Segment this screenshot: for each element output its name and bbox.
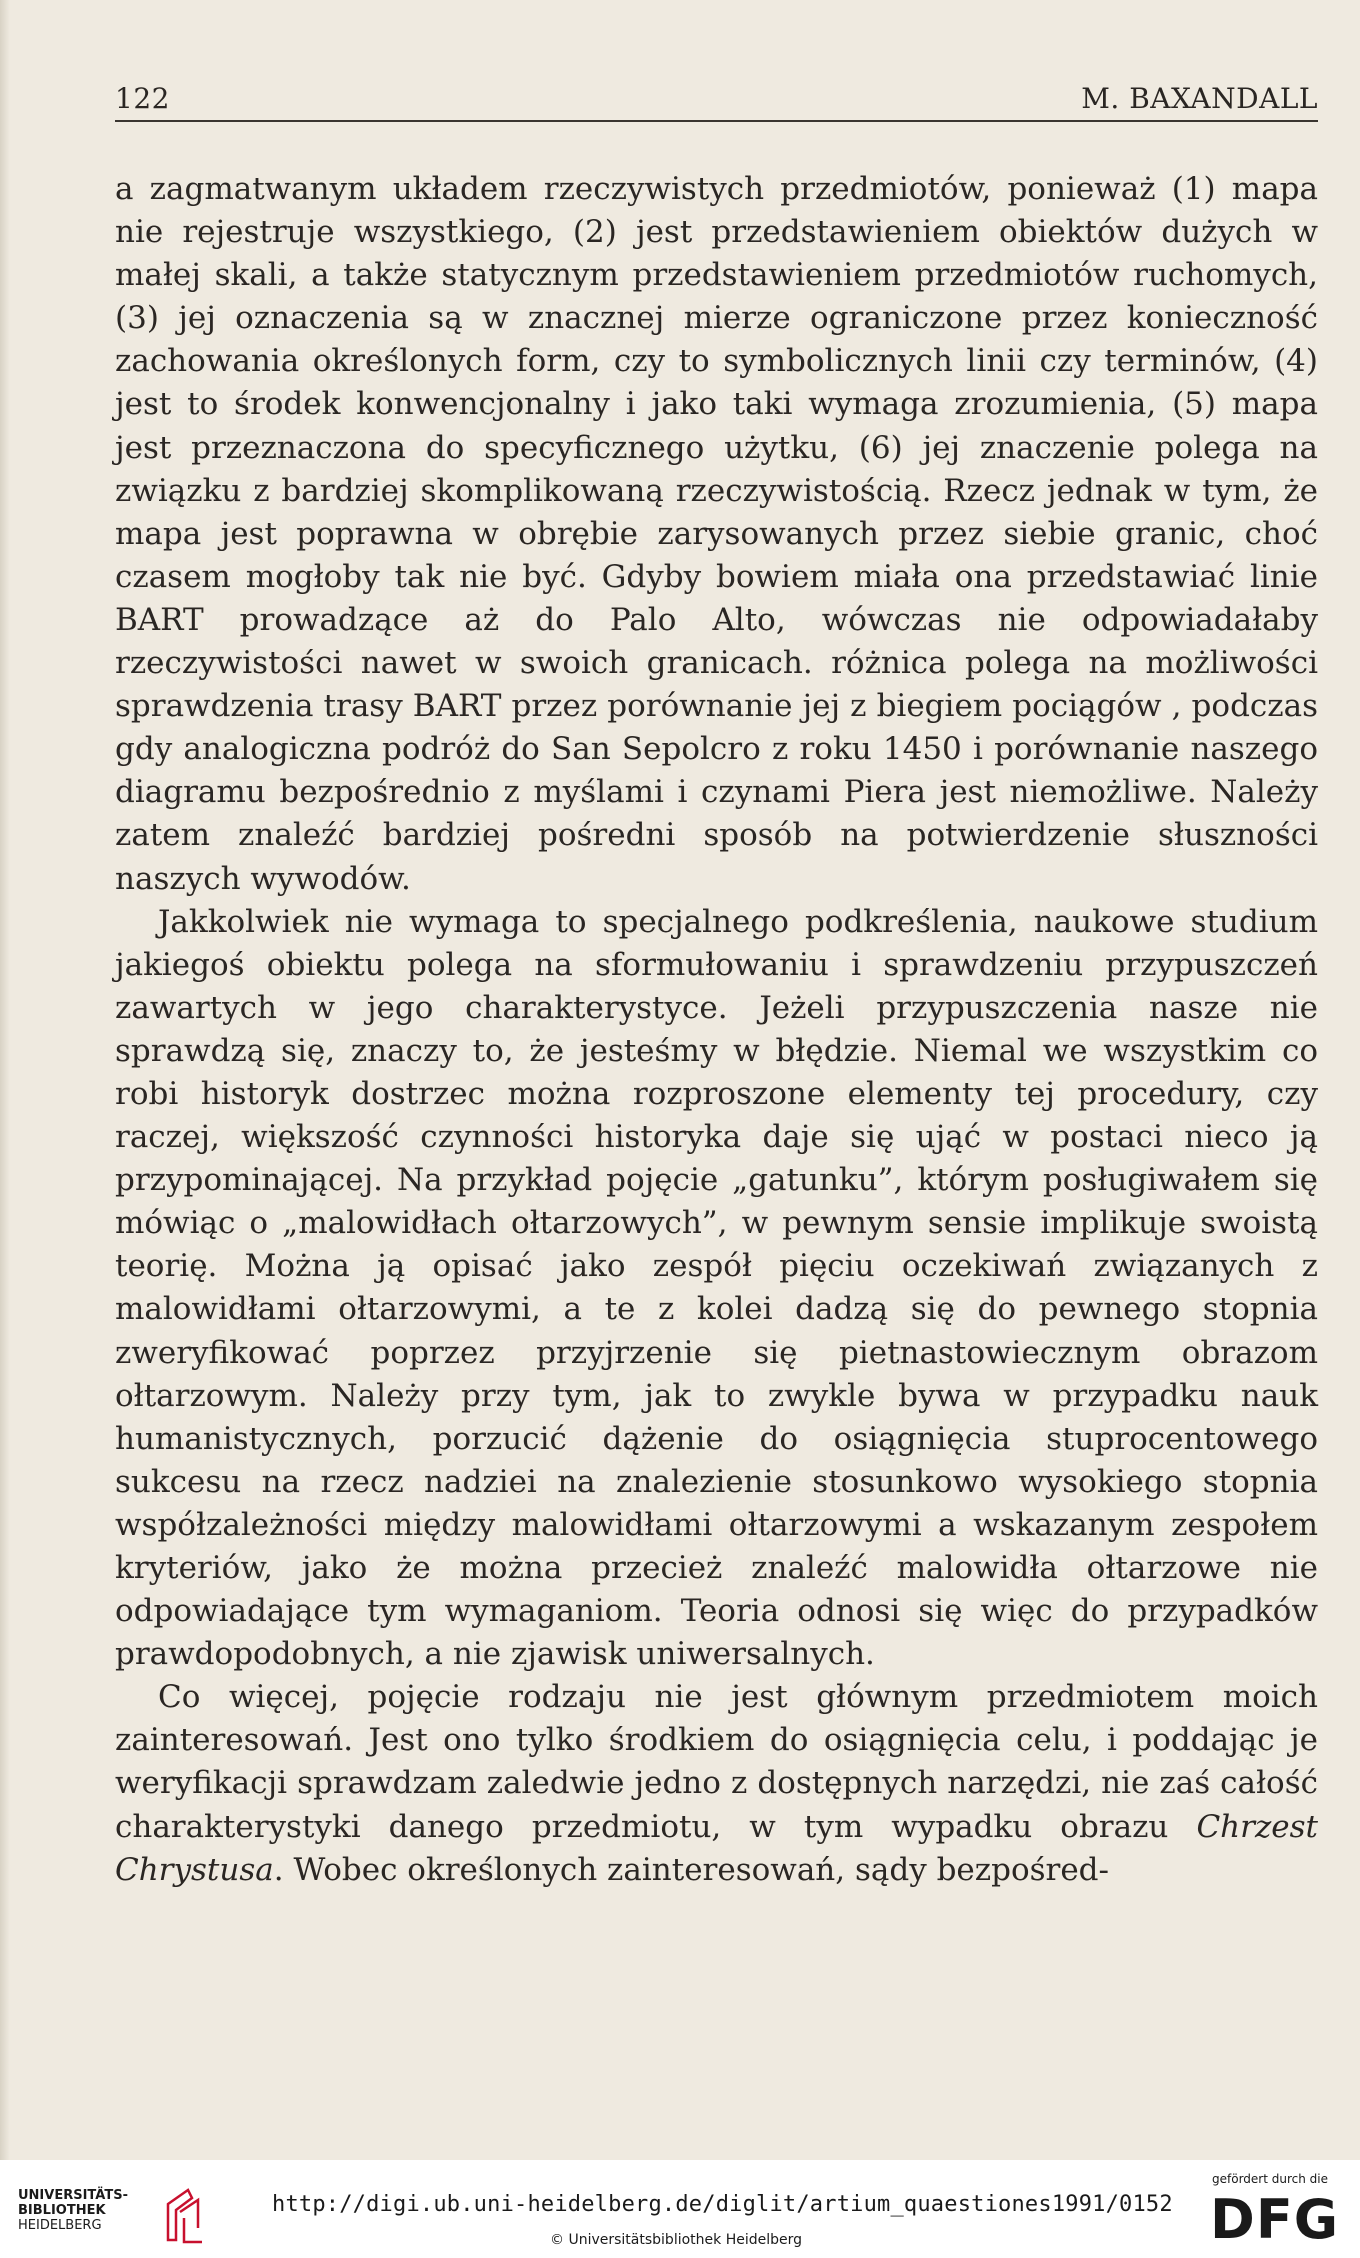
funding-note: gefördert durch die: [1212, 2172, 1328, 2186]
body-text: [115, 168, 1318, 1892]
digitization-footer: [0, 2160, 1360, 2258]
library-name-line1: UNIVERSITÄTS-: [18, 2188, 128, 2203]
paragraph-2: Jakkolwiek nie wymaga to specjalnego podkreślenia, naukowe studium jakiegoś obiektu polega na sformułowaniu i sprawdzeniu przypuszczeń zawartych w jego charakterystyce. Jeżeli przypuszczenia nasze nie sprawdzą się, znaczy to, że jesteśmy w błędzie. Niemal we wszystkim co robi historyk dostrzec można rozproszone elementy tej procedury, czy raczej, większość czynności historyka daje się ująć w postaci nieco ją przypominającej. Na przykład pojęcie „gatunku”, którym posługiwałem się mówiąc o „malowidłach ołtarzowych”, w pewnym sensie implikuje swoistą teorię. Można ją opisać jako zespół pięciu oczekiwań związanych z malowidłami ołtarzowymi, a te z kolei dadzą się do pewnego stopnia zweryfikować poprzez przyjrzenie się pietnastowiecznym obrazom ołtarzowym. Należy przy tym, jak to zwykle bywa w przypadku nauk humanistycznych, porzucić dążenie do osiągnięcia stuprocentowego sukcesu na rzecz nadziei na znalezienie stosunkowo wysokiego stopnia współzależności między malowidłami ołtarzowymi a wskazanym zespołem kryteriów, jako że można przecież znaleźć malowidła ołtarzowe nie odpowiadające tym wymaganiom. Teoria odnosi się więc do przypadków prawdopodobnych, a nie zjawisk uniwersalnych.: [115, 903, 1318, 1673]
scan-edge-shadow: [0, 0, 10, 2160]
header-rule: [115, 120, 1318, 122]
library-name-line2: BIBLIOTHEK: [18, 2203, 106, 2218]
running-head-author: M. BAXANDALL: [1081, 82, 1318, 115]
page-number: 122: [115, 82, 170, 115]
artwork-title: Chrzest Chrystusa: [115, 1808, 1318, 1888]
paragraph-3-text: Co więcej, pojęcie rodzaju nie jest głównym przedmiotem moich zainteresowań. Jest ono tylko środkiem do osiągnięcia celu, i poddając je weryfikacji sprawdzam zaledwie jedno z dostępnych narzędzi, nie zaś całość charakterystyki danego przedmiotu, w tym wypadku obrazu: [115, 1679, 1318, 1845]
permalink[interactable]: http://digi.ub.uni-heidelberg.de/diglit/artium_quaestiones1991/0152: [272, 2192, 1173, 2217]
library-logo[interactable]: [18, 2188, 198, 2248]
paragraph-1: a zagmatwanym układem rzeczywistych przedmiotów, ponieważ (1) mapa nie rejestruje wszystkiego, (2) jest przedstawieniem obiektów dużych w małej skali, a także statycznym przedstawieniem przedmiotów ruchomych, (3) jej oznaczenia są w znacznej mierze ograniczone przez konieczność zachowania określonych form, czy to symbolicznych linii czy terminów, (4) jest to środek konwencjonalny i jako taki wymaga zrozumienia, (5) mapa jest przeznaczona do specyficznego użytku, (6) jej znaczenie polega na związku z bardziej skomplikowaną rzeczywistością. Rzecz jednak w tym, że mapa jest poprawna w obrębie zarysowanych przez siebie granic, choć czasem mogłoby tak nie być. Gdyby bowiem miała ona przedstawiać linie BART prowadzące aż do Palo Alto, wówczas nie odpowiadałaby rzeczywistości nawet w swoich granicach. różnica polega na możliwości sprawdzenia trasy BART przez porównanie jej z biegiem pociągów , podczas gdy analogiczna podróż do San Sepolcro z roku 1450 i porównanie naszego diagramu bezpośrednio z myślami i czynami Piera jest niemożliwe. Należy zatem znaleźć bardziej pośredni sposób na potwierdzenie słuszności naszych wywodów.: [115, 171, 1318, 897]
library-emblem-icon: [158, 2188, 206, 2244]
dfg-logo[interactable]: [1210, 2168, 1340, 2251]
library-name-line3: HEIDELBERG: [18, 2218, 102, 2233]
running-header: [115, 82, 1318, 122]
paragraph-3: [115, 1676, 1318, 1891]
copyright-notice: © Universitätsbibliothek Heidelberg: [550, 2232, 803, 2248]
paragraph-3-tail: . Wobec określonych zainteresowań, sądy bezpośred-: [273, 1851, 1109, 1888]
dfg-wordmark: DFG: [1210, 2188, 1340, 2251]
